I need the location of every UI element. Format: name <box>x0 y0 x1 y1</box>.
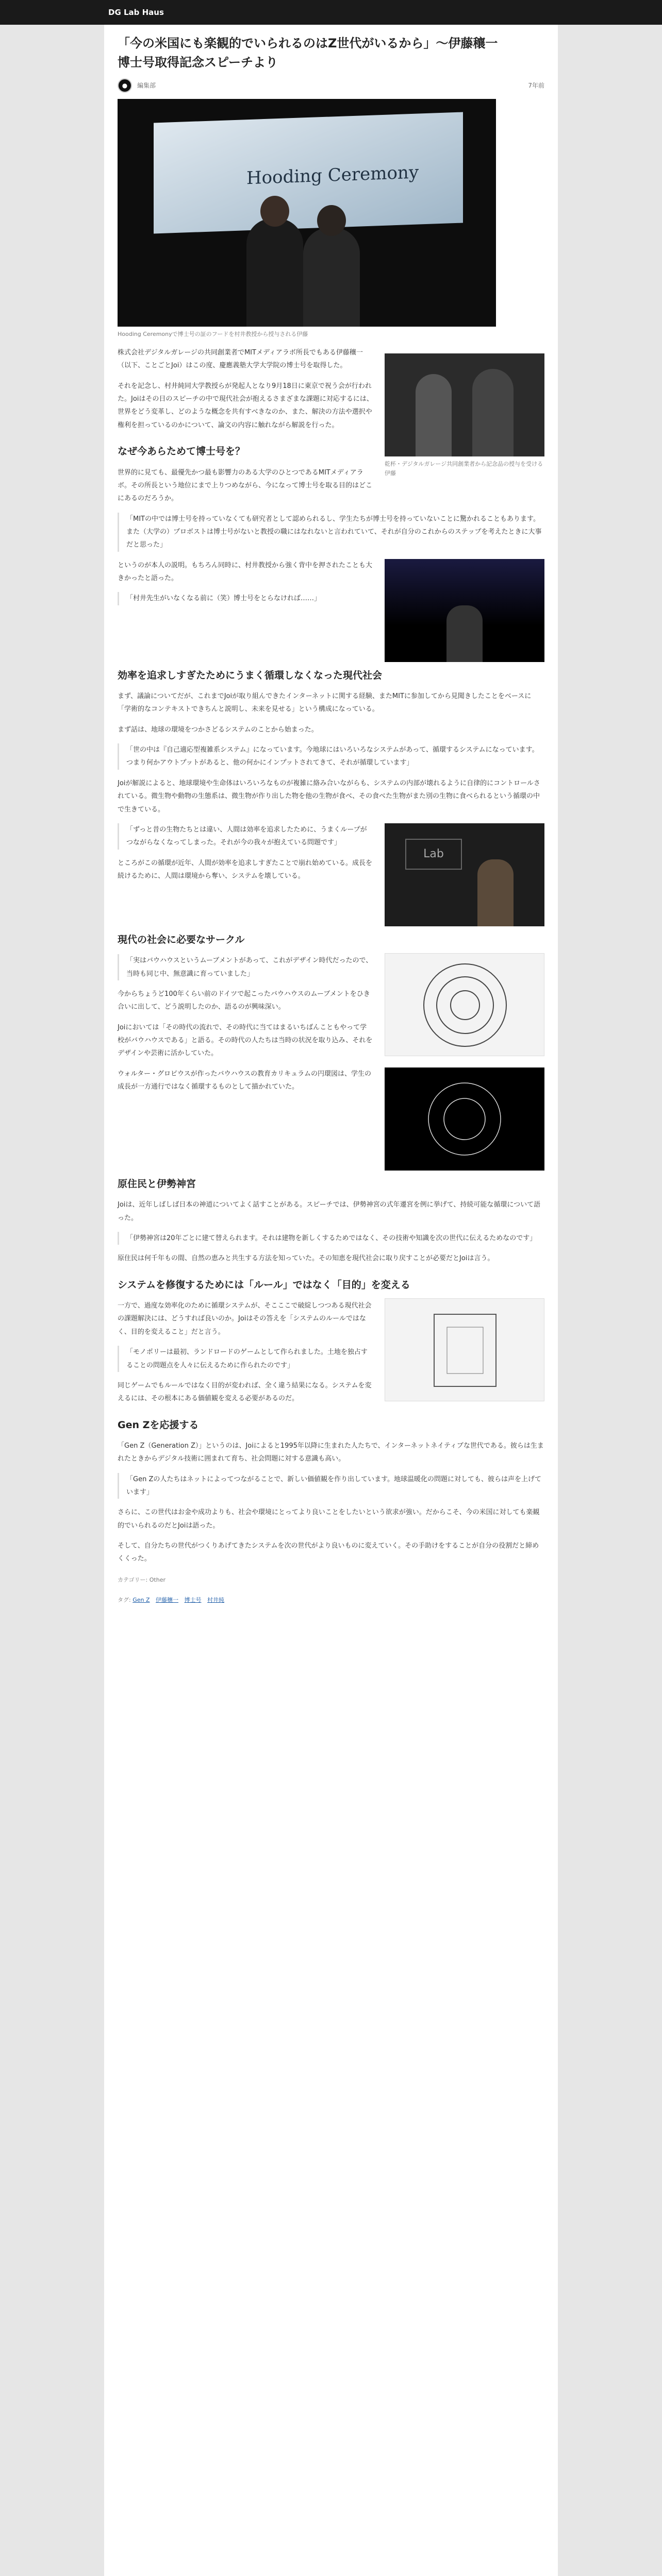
section-heading: 効率を追求しすぎたためにうまく循環しなくなった現代社会 <box>118 669 383 681</box>
author-name[interactable]: 編集部 <box>137 81 156 89</box>
section-paragraph: 同じゲームでもルールではなく目的が変われば、全く違う結果になる。システムを変えるには、その根本にある価値観を変える必要があるのだ。 <box>118 1381 372 1403</box>
section-paragraph: そして、自分たちの世代がつくりあげてきたシステムを次の世代がより良いものに変えていく。その手助けをすることが自分の役割だと締めくくった。 <box>118 1542 539 1563</box>
tag-link[interactable]: 村井純 <box>207 1596 225 1603</box>
section-paragraph: 「Gen Z（Generation Z）」というのは、Joiによると1995年以降に生まれた人たちで、インターネットネイティブな世代である。彼らは生まれたときからデジタル技術に囲まれて育ち、社会問題に対する意識も高い。 <box>118 1442 544 1463</box>
section-paragraph: Joiは、近年しばしば日本の神道についてよく話すことがある。スピーチでは、伊勢神宮の式年遷宮を例に挙げて、持続可能な循環について語った。 <box>118 1201 541 1222</box>
section-paragraph: 世界的に見ても、最優先かつ最も影響力のある大学のひとつであるMITメディアラボ。その所長という地位にまで上りつめながら、今になって博士号を取る目的はどこにあるのだろうか。 <box>118 468 373 503</box>
article-meta <box>118 78 544 93</box>
side-diagram-circle <box>385 953 544 1056</box>
article-date: 7年前 <box>528 81 544 89</box>
section-paragraph: ところがこの循環が近年、人間が効率を追求しすぎたことで崩れ始めている。成長を続けるために、人間は環境から奪い、システムを壊している。 <box>118 859 373 880</box>
side-caption-1: 乾杯・デジタルガレージ共同創業者から記念品の授与を受ける伊藤 <box>385 460 543 477</box>
section-paragraph: 一方で、過度な効率化のために循環システムが、そこここで破綻しつつある現代社会の課題解決には、どうすれば良いのか。Joiはその答えを「システムのルールではなく、目的を変えること」だと言う。 <box>118 1302 372 1336</box>
side-photo-1 <box>385 353 544 456</box>
side-photo-3: Lab <box>385 823 544 926</box>
section-heading: 現代の社会に必要なサークル <box>118 934 245 945</box>
hero-person-right <box>303 228 360 327</box>
side-diagram-board <box>385 1298 544 1401</box>
section-quote: 「実はバウハウスというムーブメントがあって、これがデザイン時代だったので、当時も同じ中、無意識に育っていました」 <box>118 954 544 980</box>
intro-paragraph: 株式会社デジタルガレージの共同創業者でMITメディアラボ所長でもある伊藤穰一（以下、ことごとJoi）はこの度、慶應義塾大学大学院の博士号を取得した。 <box>118 348 363 370</box>
side-figure-5 <box>385 1067 544 1171</box>
side-figure-6 <box>385 1298 544 1401</box>
section-paragraph: ウォルター・グロピウスが作ったバウハウスの教育カリキュラムの円環図は、学生の成長が一方通行ではなく循環するものとして描かれていた。 <box>118 1070 372 1091</box>
article-title: 「今の米国にも楽観的でいられるのはZ世代がいるから」〜伊藤穰一博士号取得記念スピーチより <box>118 36 498 70</box>
section-paragraph: Joiが解説によると、地球環境や生命体はいろいろなものが複雑に絡み合いながらも、システムの内部が壊れるように自律的にコントロールされている。微生物や動物の生態系は、微生物が作り出した物を他の生物が食べ、その食べた生物がまた別の生物に食べられるという循環の中で生きている。 <box>118 779 540 814</box>
hero-screen-text: Hooding Ceremony <box>246 162 419 189</box>
game-board-icon <box>385 1299 544 1401</box>
hero-person-left <box>246 218 303 327</box>
section-heading: なぜ今あらためて博士号を？ <box>118 446 245 457</box>
section-quote: 「モノポリーは最初、ランドロードのゲームとして作られました。土地を独占することの問題点を人々に伝えるために作られたのです」 <box>118 1346 544 1372</box>
author-block <box>118 78 156 93</box>
author-avatar[interactable]: ● <box>118 78 132 93</box>
tags-label: タグ: <box>118 1596 131 1603</box>
krebs-cycle-icon <box>385 1067 544 1171</box>
section-paragraph: というのが本人の説明。もちろん同時に、村井教授から強く背中を押されたことも大きかったと語った。 <box>118 561 373 582</box>
section-paragraph: さらに、この世代はお金や成功よりも、社会や環境にとってより良いことをしたいという欲求が強い。だからこそ、今の米国に対しても楽観的でいられるのだとJoiは語った。 <box>118 1509 540 1530</box>
side-figure-4 <box>385 953 544 1056</box>
section-paragraph: 原住民は何千年もの間、自然の恵みと共生する方法を知っていた。その知恵を現代社会に取り戻すことが必要だとJoiは言う。 <box>118 1255 494 1263</box>
side-figure-3 <box>385 823 544 926</box>
circle-diagram-icon <box>385 954 544 1056</box>
article-tags <box>118 1595 544 1606</box>
hero-caption: Hooding Ceremonyで博士号の証のフードを村井教授から授与される伊藤 <box>118 331 308 338</box>
site-title[interactable]: DG Lab Haus <box>108 7 164 17</box>
side-figure-1 <box>385 353 544 478</box>
side-photo-2 <box>385 559 544 662</box>
section-paragraph: まず話は、地球の環境をつかさどるシステムのことから始まった。 <box>118 725 318 734</box>
section-paragraph: Joiにおいては「その時代の流れで、その時代に当てはまるいちばんこともやって学校がバウハウスである」と語る。その時代の人たちは当時の状況を取り込み、それをデザインや芸術に活かしていた。 <box>118 1023 373 1058</box>
section-quote: 「伊勢神宮は20年ごとに建て替えられます。それは建物を新しくするためではなく、その技術や知識を次の世代に伝えるためなのです」 <box>118 1232 544 1245</box>
site-header <box>0 0 662 25</box>
tag-link[interactable]: Gen Z <box>133 1596 150 1603</box>
side-diagram-dark <box>385 1067 544 1171</box>
tag-link[interactable]: 博士号 <box>184 1596 202 1603</box>
section-paragraph: まず、議論についてだが、これまでJoiが取り組んできたインターネットに関する経験、またMITに参加してから見聞きしたことをベースに「学術的なコンテキストできちんと説明し、未来を見せる」という構成になっている。 <box>118 692 532 714</box>
intro-paragraph: それを記念し、村井純同大学教授らが発起人となり9月18日に東京で祝う会が行われた。Joiはその日のスピーチの中で現代社会が抱えるさまざまな課題に対応するには、世界をどう変革し、どのような概念を共有すべきなのか、また、解決の方法や選択や権利を担っているのかについて、論文の内容に触れながら解説を行った。 <box>118 382 373 429</box>
article-body <box>118 346 544 1606</box>
side-figure-2 <box>385 559 544 662</box>
hero-head-right <box>317 205 346 236</box>
section-quote: 「世の中は『自己適応型複雑系システム』になっています。今地球にはいろいろなシステムがあって、循環するシステムになっています。つまり何かアウトプットがあると、他の何かにインプットされてきて、それが循環しています」 <box>118 743 544 770</box>
section-quote: 「村井先生がいなくなる前に（笑）博士号をとらなければ……」 <box>118 592 544 605</box>
article-category: カテゴリー: Other <box>118 1576 166 1583</box>
section-heading: 原住民と伊勢神宮 <box>118 1178 196 1190</box>
section-quote: 「Gen Zの人たちはネットによってつながることで、新しい価値観を作り出しています。地球温暖化の問題に対しても、彼らは声を上げています」 <box>118 1473 544 1499</box>
section-quote: 「MITの中では博士号を持っていなくても研究者として認められるし、学生たちが博士号を持っていないことに驚かれることもあります。また（大学の）プロボストは博士号がないと教授の職にはなれないと言われていて、それが自分のこれからのステップを考えたときに大事だと思った」 <box>118 513 544 552</box>
title-row <box>118 34 544 72</box>
section-heading: Gen Zを応援する <box>118 1419 199 1431</box>
article-container <box>104 25 558 2576</box>
tag-link[interactable]: 伊藤穰一 <box>156 1596 179 1603</box>
hero-head-left <box>260 196 289 227</box>
hero-image <box>118 99 496 327</box>
section-quote: 「ずっと昔の生物たちとは違い、人間は効率を追求したために、うまくループがつながらなくなってしまった。それが今の我々が抱えている問題です」 <box>118 823 544 850</box>
hero-screen <box>154 112 463 234</box>
section-paragraph: 今からちょうど100年くらい前のドイツで起こったバウハウスのムーブメントをひき合いに出して、どう説明したのか、語るのが興味深い。 <box>118 990 370 1011</box>
section-heading: システムを修復するためには「ルール」ではなく「目的」を変える <box>118 1279 410 1291</box>
